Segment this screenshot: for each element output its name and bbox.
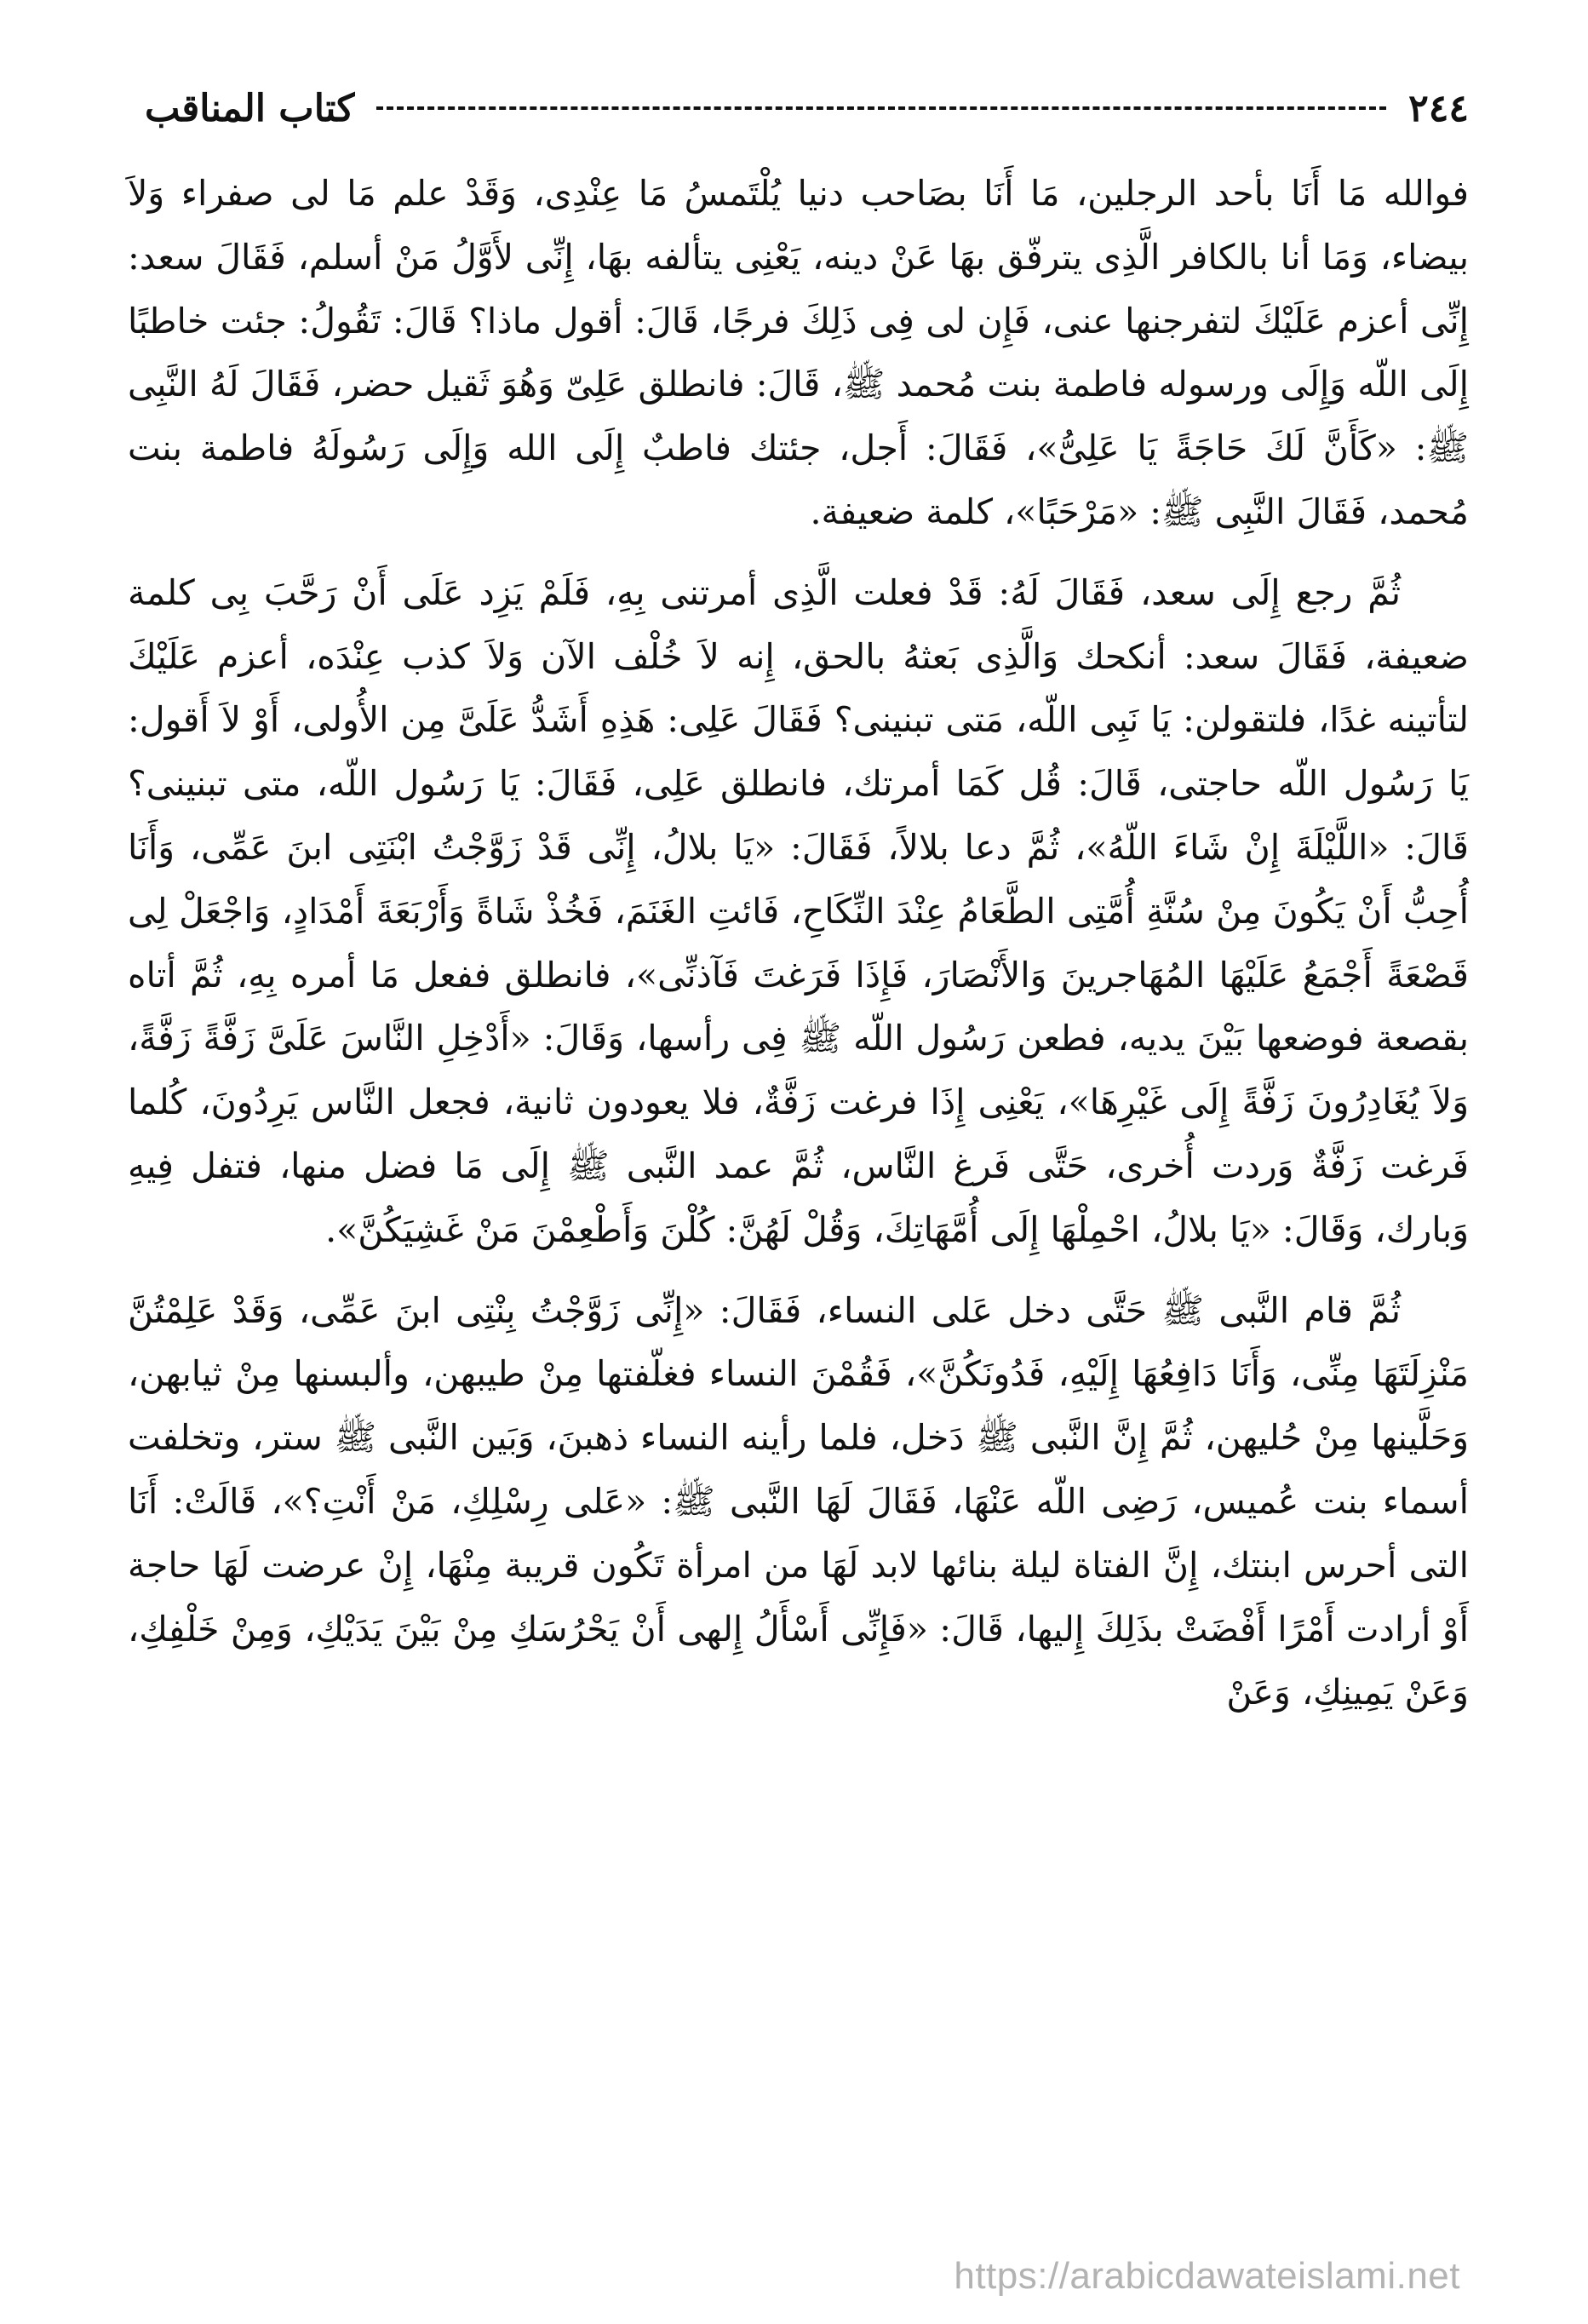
book-title: كتاب المناقب	[145, 86, 355, 130]
paragraph: ثُمَّ رجع إِلَى سعد، فَقَالَ لَهُ: قَدْ فعلت الَّذِى أمرتنى بِهِ، فَلَمْ يَزِد عَلَى أَنْ رَحَّبَ بِى كلمة ضعيفة، فَقَالَ سعد: أنكحك وَالَّذِى بَعثهُ بالحق، إِنه لاَ خُلْف الآن وَلاَ كذب عِنْدَه، أعزم عَلَيْكَ لتأتينه غدًا، فلتقولن: يَا نَبِى اللّه، مَتى تبنينى؟ فَقَالَ عَلِى: هَذِهِ أَشَدُّ عَلَىَّ مِن الأُولى، أَوْ لاَ أَقول: يَا رَسُول اللّه حاجتى، قَالَ: قُل كَمَا أمرتك، فانطلق عَلِى، فَقَالَ: يَا رَسُول اللّه، متى تبنينى؟ قَالَ: «اللَّيْلَةَ إِنْ شَاءَ اللّهُ»، ثُمَّ دعا بلالاً، فَقَالَ: «يَا بلالُ، إِنِّى قَدْ زَوَّجْتُ ابْنَتِى ابنَ عَمِّى، وَأَنَا أُحِبُّ أَنْ يَكُونَ مِنْ سُنَّةِ أُمَّتِى الطَّعَامُ عِنْدَ النِّكَاحِ، فَائتِ الغَنَمَ، فَخُذْ شَاةً وَأَرْبَعَةَ أَمْدَادٍ، وَاجْعَلْ لِى قَصْعَةً أَجْمَعُ عَلَيْهَا المُهَاجرينَ وَالأَنْصَارَ، فَإِذَا فَرَغتَ فَآذنِّى»، فانطلق ففعل مَا أمره بِهِ، ثُمَّ أتاه بقصعة فوضعها بَيْنَ يديه، فطعن رَسُول اللّه ﷺ فِى رأسها، وَقَالَ: «أَدْخِلِ النَّاسَ عَلَىَّ زَفَّةً زَفَّةً، وَلاَ يُغَادِرُونَ زَفَّةً إِلَى غَيْرِهَا»، يَعْنِى إِذَا فرغت زَفَّةٌ، فلا يعودون ثانية، فجعل النَّاس يَرِدُونَ، كُلما فَرغت زَفَّةٌ وَردت أُخرى، حَتَّى فَرغ النَّاس، ثُمَّ عمد النَّبى ﷺ إِلَى مَا فضل منها، فتفل فِيهِ وَبارك، وَقَالَ: «يَا بلالُ، احْمِلْهَا إِلَى أُمَّهَاتِكَ، وَقُلْ لَهُنَّ: كُلْنَ وَأَطْعِمْنَ مَنْ غَشِيَكُنَّ».	[128, 571, 1469, 1250]
running-header	[145, 78, 1469, 138]
page-number: ٢٤٤	[1408, 86, 1469, 130]
header-dashed-rule	[376, 106, 1386, 110]
paragraph: فوالله مَا أَنَا بأحد الرجلين، مَا أَنَا بصَاحب دنيا يُلْتَمسُ مَا عِنْدِى، وَقَدْ علم مَا لى صفراء وَلاَ بيضاء، وَمَا أنا بالكافر الَّذِى يترفّق بهَا عَنْ دينه، يَعْنِى يتألفه بهَا، إِنِّى لأَوَّلُ مَنْ أسلم، فَقَالَ سعد: إِنِّى أعزم عَلَيْكَ لتفرجنها عنى، فَإِن لى فِى ذَلِكَ فرجًا، قَالَ: أقول ماذا؟ قَالَ: تَقُولُ: جئت خاطبًا إِلَى اللّه وَإِلَى ورسوله فاطمة بنت مُحمد ﷺ، قَالَ: فانطلق عَلِىّ وَهُوَ ثَقيل حضر، فَقَالَ لَهُ النَّبِى ﷺ: «كَأَنَّ لَكَ حَاجَةً يَا عَلِىُّ»، فَقَالَ: أَجل، جئتك فاطبٌ إِلَى الله وَإِلَى رَسُولَهُ فاطمة بنت مُحمد، فَقَالَ النَّبِى ﷺ: «مَرْحَبًا»، كلمة ضعيفة.	[128, 173, 1469, 532]
paragraph: ثُمَّ قام النَّبى ﷺ حَتَّى دخل عَلى النساء، فَقَالَ: «إِنِّى زَوَّجْتُ بِنْتِى ابنَ عَمِّى، وَقَدْ عَلِمْتُنَّ مَنْزِلَتَهَا مِنِّى، وَأَنَا دَافِعُهَا إِلَيْهِ، فَدُونَكُنَّ»، فَقُمْنَ النساء فغلّفتها مِنْ طيبهن، وألبسنها مِنْ ثيابهن، وَحَلَّينها مِنْ حُليهن، ثُمَّ إِنَّ النَّبى ﷺ دَخل، فلما رأينه النساء ذهبنَ، وَبَين النَّبى ﷺ ستر، وتخلفت أسماء بنت عُميس، رَضِى اللّه عَنْهَا، فَقَالَ لَهَا النَّبى ﷺ: «عَلى رِسْلِكِ، مَنْ أَنْتِ؟»، قَالَتْ: أَنَا التى أحرس ابنتك، إِنَّ الفتاة ليلة بنائها لابد لَهَا من امرأة تَكُون قريبة مِنْهَا، إِنْ عرضت لَهَا حاجة أَوْ أرادت أَمْرًا أَفْضَتْ بذَلِكَ إِليها، قَالَ: «فَإِنِّى أَسْأَلُ إِلهى أَنْ يَحْرُسَكِ مِنْ بَيْنَ يَدَيْكِ، وَمِنْ خَلْفِكِ، وَعَنْ يَمِينِكِ، وَعَنْ	[128, 1289, 1469, 1713]
watermark-url: https://arabicdawateislami.net	[954, 2255, 1460, 2297]
body-text	[128, 162, 1469, 1724]
